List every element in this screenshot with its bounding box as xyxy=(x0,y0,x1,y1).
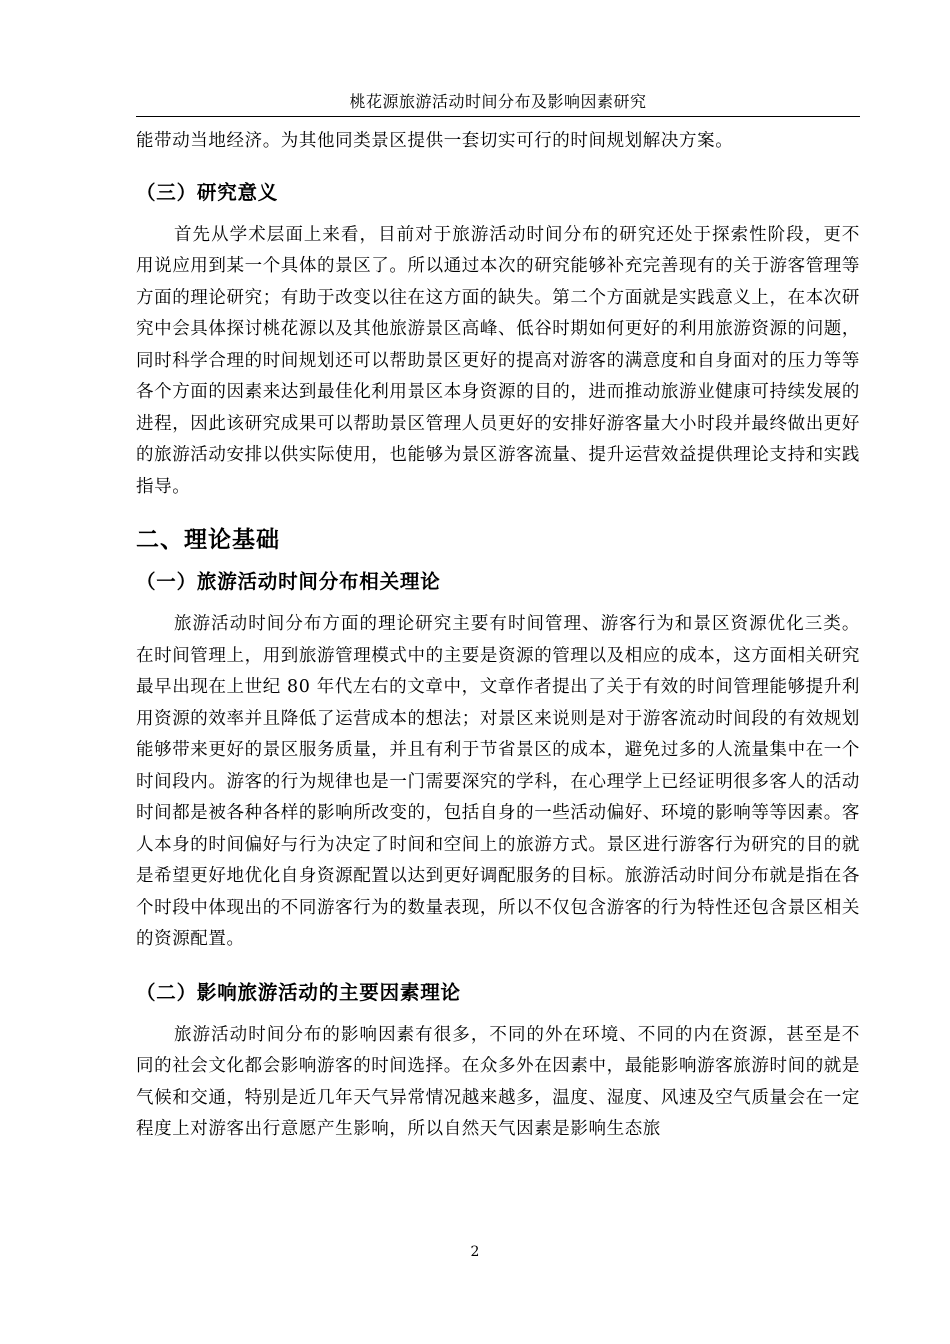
heading-theoretical-basis: 二、理论基础 xyxy=(136,527,280,553)
header-rule xyxy=(136,116,860,117)
paragraph-influencing-factors-theory: 旅游活动时间分布的影响因素有很多，不同的外在环境、不同的内在资源，甚至是不同的社会文化都会影响游客的时间选择。在众多外在因素中，最能影响游客旅游时间的就是气候和交通，特别是近几年天气异常情况越来越多，温度、湿度、风速及空气质量会在一定程度上对游客出行意愿产生影响，所以自然天气因素是影响生态旅 xyxy=(136,1024,860,1139)
intro-paragraph-tail: 能带动当地经济。为其他同类景区提供一套切实可行的时间规划解决方案。 xyxy=(136,131,734,151)
running-header: 桃花源旅游活动时间分布及影响因素研究 xyxy=(349,92,647,111)
paragraph-time-distribution-theory: 旅游活动时间分布方面的理论研究主要有时间管理、游客行为和景区资源优化三类。在时间管理上，用到旅游管理模式中的主要是资源的管理以及相应的成本，这方面相关研究最早出现在上世纪 80 年代左右的文章中，文章作者提出了关于有效的时间管理能够提升利用资源的效率并且降低了运营成本的想法；对景区来说则是对于游客流动时间段的有效规划能够带来更好的景区服务质量，并且有利于节省景区的成本，避免过多的人流量集中在一个时间段内。游客的行为规律也是一门需要深究的学科，在心理学上已经证明很多客人的活动时间都是被各种各样的影响所改变的，包括自身的一些活动偏好、环境的影响等等因素。客人本身的时间偏好与行为决定了时间和空间上的旅游方式。景区进行游客行为研究的目的就是希望更好地优化自身资源配置以达到更好调配服务的目标。旅游活动时间分布就是指在各个时段中体现出的不同游客行为的数量表现，所以不仅包含游客的行为特性还包含景区相关的资源配置。 xyxy=(136,614,860,949)
heading-time-distribution-theory: （一）旅游活动时间分布相关理论 xyxy=(136,570,441,593)
heading-research-significance: （三）研究意义 xyxy=(136,180,279,204)
page-number: 2 xyxy=(470,1244,480,1260)
page-content xyxy=(136,126,860,1146)
heading-influencing-factors-theory: （二）影响旅游活动的主要因素理论 xyxy=(136,980,461,1004)
paragraph-research-significance: 首先从学术层面上来看，目前对于旅游活动时间分布的研究还处于探索性阶段，更不用说应用到某一个具体的景区了。所以通过本次的研究能够补充完善现有的关于游客管理等方面的理论研究；有助于改变以往在这方面的缺失。第二个方面就是实践意义上，在本次研究中会具体探讨桃花源以及其他旅游景区高峰、低谷时期如何更好的利用旅游资源的问题，同时科学合理的时间规划还可以帮助景区更好的提高对游客的满意度和自身面对的压力等等各个方面的因素来达到最佳化利用景区本身资源的目的，进而推动旅游业健康可持续发展的进程，因此该研究成果可以帮助景区管理人员更好的安排好游客量大小时段并最终做出更好的旅游活动安排以供实际使用，也能够为景区游客流量、提升运营效益提供理论支持和实践指导。 xyxy=(136,224,860,497)
